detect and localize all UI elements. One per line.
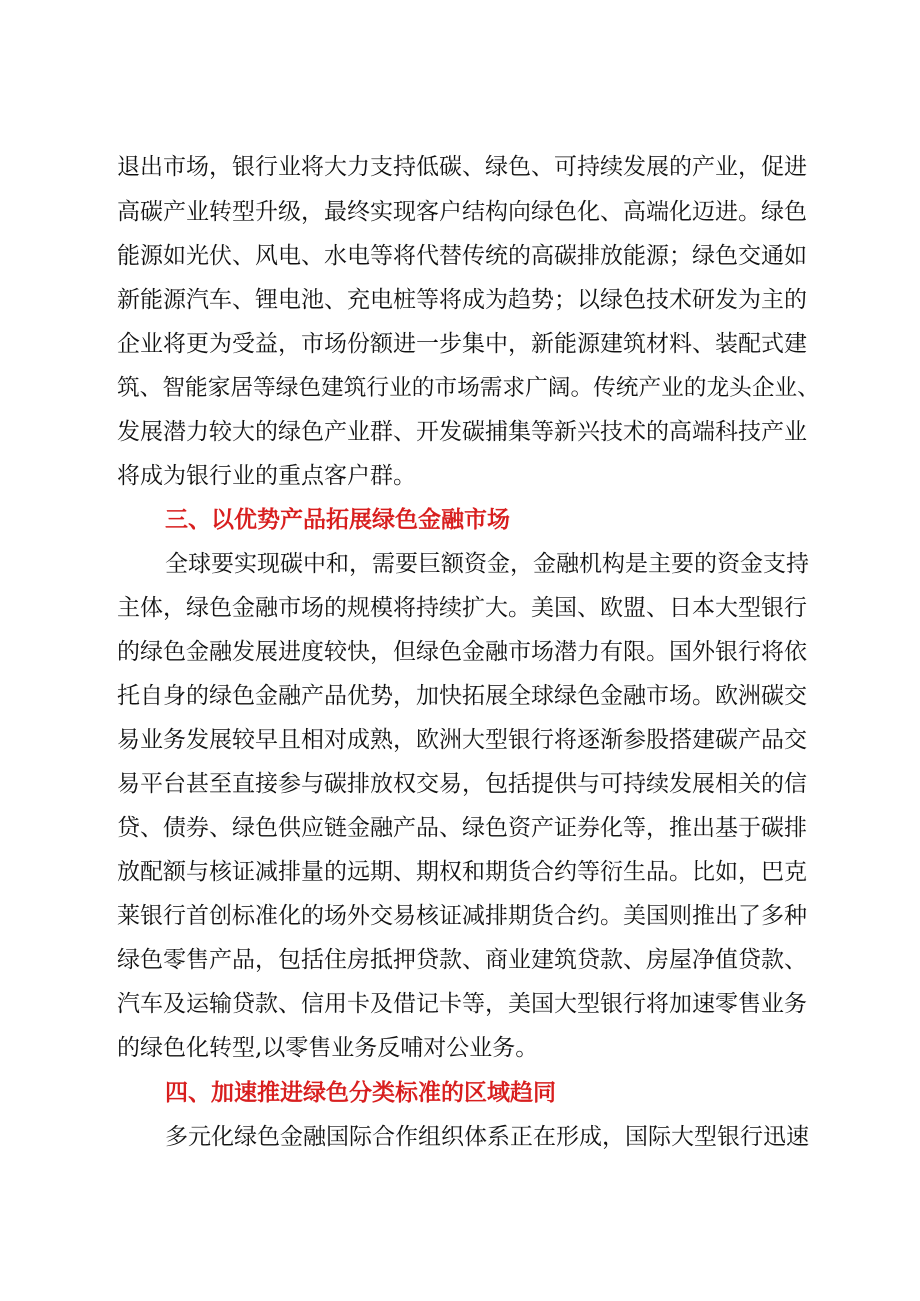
paragraph-line: 放配额与核证减排量的远期、期权和期货合约等衍生品。比如，巴克 [117,859,807,885]
paragraph-line: 主体，绿色金融市场的规模将持续扩大。美国、欧盟、日本大型银行 [117,595,807,621]
paragraph-line: 发展潜力较大的绿色产业群、开发碳捕集等新兴技术的高端科技产业 [117,419,807,445]
paragraph-line: 贷、债券、绿色供应链金融产品、绿色资产证券化等，推出基于碳排 [117,815,807,841]
paragraph-line: 全球要实现碳中和，需要巨额资金，金融机构是主要的资金支持 [165,551,809,577]
paragraph-line: 能源如光伏、风电、水电等将代替传统的高碳排放能源；绿色交通如 [117,243,807,269]
paragraph-line: 的绿色化转型,以零售业务反哺对公业务。 [117,1035,539,1061]
paragraph-line: 莱银行首创标准化的场外交易核证减排期货合约。美国则推出了多种 [117,903,807,929]
section-heading: 四、加速推进绿色分类标准的区域趋同 [165,1080,556,1106]
section-heading: 三、以优势产品拓展绿色金融市场 [165,507,510,533]
paragraph-line: 汽车及运输贷款、信用卡及借记卡等，美国大型银行将加速零售业务 [117,991,807,1017]
paragraph-line: 易业务发展较早且相对成熟，欧洲大型银行将逐渐参股搭建碳产品交 [117,727,807,753]
paragraph-line: 托自身的绿色金融产品优势，加快拓展全球绿色金融市场。欧洲碳交 [117,683,807,709]
paragraph-line: 新能源汽车、锂电池、充电桩等将成为趋势；以绿色技术研发为主的 [117,287,807,313]
paragraph-line: 易平台甚至直接参与碳排放权交易，包括提供与可持续发展相关的信 [117,771,807,797]
paragraph-line: 多元化绿色金融国际合作组织体系正在形成，国际大型银行迅速 [165,1124,809,1150]
paragraph-line: 绿色零售产品，包括住房抵押贷款、商业建筑贷款、房屋净值贷款、 [117,947,807,973]
paragraph-line: 将成为银行业的重点客户群。 [117,463,416,489]
paragraph-line: 筑、智能家居等绿色建筑行业的市场需求广阔。传统产业的龙头企业、 [117,375,820,401]
paragraph-line: 企业将更为受益，市场份额进一步集中，新能源建筑材料、装配式建 [117,331,807,357]
paragraph-line: 的绿色金融发展进度较快，但绿色金融市场潜力有限。国外银行将依 [117,639,807,665]
paragraph-line: 退出市场，银行业将大力支持低碳、绿色、可持续发展的产业，促进 [117,154,807,180]
paragraph-line: 高碳产业转型升级，最终实现客户结构向绿色化、高端化迈进。绿色 [117,199,807,225]
